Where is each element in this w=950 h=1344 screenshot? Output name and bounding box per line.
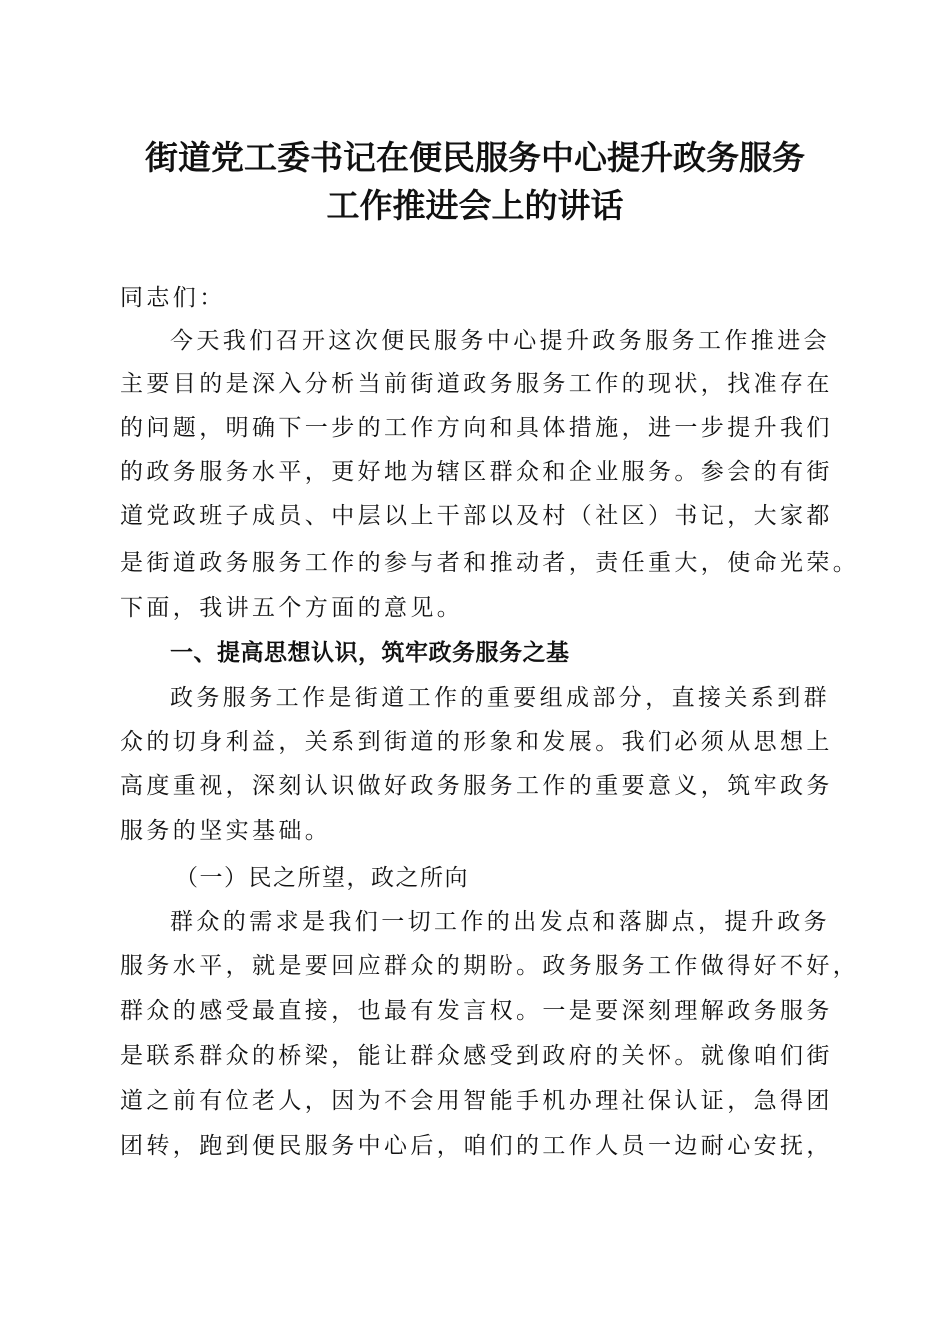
document-title-line-2: 工作推进会上的讲话 bbox=[326, 186, 624, 225]
document-title-line-1: 街道党工委书记在便民服务中心提升政务服务 bbox=[145, 138, 805, 177]
paragraph-line: 政务服务工作是街道工作的重要组成部分，直接关系到群 bbox=[170, 685, 830, 711]
paragraph-line: 下面，我讲五个方面的意见。 bbox=[120, 595, 464, 621]
paragraph-line: 今天我们召开这次便民服务中心提升政务服务工作推进会 bbox=[170, 328, 830, 354]
paragraph-line: 群众的感受最直接，也最有发言权。一是要深刻理解政务服务 bbox=[120, 998, 833, 1024]
section-heading: 一、提高思想认识，筑牢政务服务之基 bbox=[170, 640, 570, 666]
paragraph-line: 服务水平，就是要回应群众的期盼。政务服务工作做得好不好， bbox=[120, 953, 860, 979]
paragraph-line: 服务的坚实基础。 bbox=[120, 818, 332, 844]
paragraph-line: 众的切身利益，关系到街道的形象和发展。我们必须从思想上 bbox=[120, 729, 833, 755]
paragraph-line: 道之前有位老人，因为不会用智能手机办理社保认证，急得团 bbox=[120, 1088, 833, 1114]
paragraph-line: 道党政班子成员、中层以上干部以及村（社区）书记，大家都 bbox=[120, 503, 833, 529]
paragraph-line: 群众的需求是我们一切工作的出发点和落脚点，提升政务 bbox=[170, 909, 830, 935]
paragraph-line: 团转，跑到便民服务中心后，咱们的工作人员一边耐心安抚， bbox=[120, 1133, 833, 1159]
paragraph-line: 高度重视，深刻认识做好政务服务工作的重要意义，筑牢政务 bbox=[120, 773, 833, 799]
paragraph-line: 的政务服务水平，更好地为辖区群众和企业服务。参会的有街 bbox=[120, 459, 833, 485]
paragraph-line: 的问题，明确下一步的工作方向和具体措施，进一步提升我们 bbox=[120, 415, 833, 441]
paragraph-line: 是联系群众的桥梁，能让群众感受到政府的关怀。就像咱们街 bbox=[120, 1043, 833, 1069]
subsection-heading: （一）民之所望，政之所向 bbox=[175, 865, 469, 891]
paragraph-line: 主要目的是深入分析当前街道政务服务工作的现状，找准存在 bbox=[120, 371, 833, 397]
salutation: 同志们： bbox=[120, 285, 226, 311]
paragraph-line: 是街道政务服务工作的参与者和推动者，责任重大，使命光荣。 bbox=[120, 550, 860, 576]
